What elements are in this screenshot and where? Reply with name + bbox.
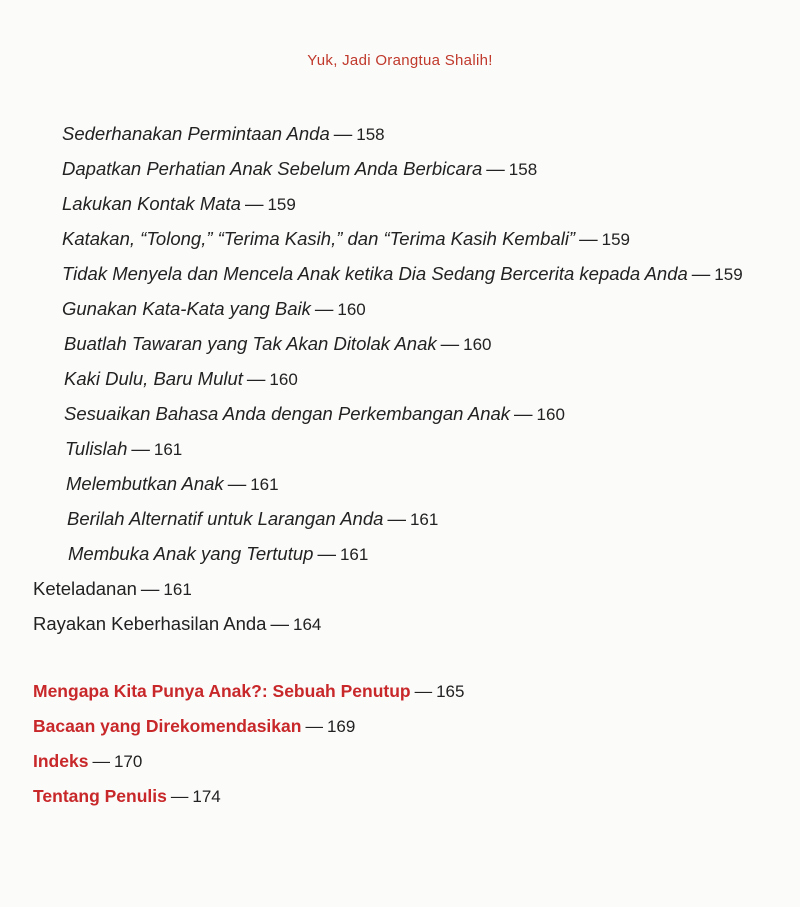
toc-entry-title: Bacaan yang Direkomendasikan [33,716,302,736]
toc-leader-dash: — [246,368,266,389]
toc-leader-dash: — [270,613,289,634]
toc-entry [62,123,385,146]
toc-leader-dash: — [333,123,353,144]
toc-entry-title: Keteladanan [33,578,137,599]
toc-leader-dash: — [387,508,406,529]
toc-entry [64,333,492,356]
toc-page-number: 169 [326,717,356,736]
toc-page-number: 158 [356,125,385,144]
toc-page-number: 164 [292,615,322,634]
toc-entry [33,715,355,738]
toc-entry [64,368,298,391]
toc-entry [33,680,464,703]
toc-leader-dash: — [486,158,505,179]
toc-page-number: 159 [601,230,630,249]
toc-page-number: 161 [339,545,369,564]
toc-leader-dash: — [317,543,336,564]
toc-leader-dash: — [140,578,160,599]
toc-page-number: 161 [409,510,439,529]
toc-entry [67,508,438,531]
toc-entry-title: Tidak Menyela dan Mencela Anak ketika Dia Sedang Bercerita kepada Anda [62,263,688,284]
toc-entry [68,543,368,566]
toc-page-number: 165 [436,682,465,701]
toc-entry-title: Kaki Dulu, Baru Mulut [64,368,243,389]
toc-leader-dash: — [579,228,598,249]
toc-entry-title: Gunakan Kata-Kata yang Baik [62,298,311,319]
running-header: Yuk, Jadi Orangtua Shalih! [307,52,493,69]
toc-entry-title: Tulislah [65,438,128,459]
toc-entry-title: Membuka Anak yang Tertutup [68,543,314,564]
toc-page-number: 158 [508,160,538,179]
toc-entry-title: Indeks [33,751,89,771]
toc-entry [62,158,537,181]
toc-entry-title: Mengapa Kita Punya Anak?: Sebuah Penutup [33,681,411,701]
toc-page-number: 160 [536,405,565,424]
toc-page-number: 161 [153,440,183,459]
toc-entry-title: Sesuaikan Bahasa Anda dengan Perkembangan Anak [64,403,511,424]
toc-entry-title: Lakukan Kontak Mata [62,193,241,214]
toc-page-number: 174 [192,787,221,806]
toc-page-number: 159 [267,195,296,214]
toc-page-number: 159 [714,265,743,284]
toc-leader-dash: — [305,716,323,736]
toc-leader-dash: — [244,193,264,214]
toc-leader-dash: — [131,438,150,459]
toc-page-number: 160 [463,335,492,354]
toc-entry [33,578,192,601]
toc-leader-dash: — [170,786,189,806]
toc-entry [62,298,366,321]
toc-entry [33,750,142,773]
toc-leader-dash: — [227,473,247,494]
toc-leader-dash: — [691,263,711,284]
toc-leader-dash: — [92,751,110,771]
toc-entry [66,473,279,496]
toc-entry-title: Melembutkan Anak [66,473,224,494]
toc-page-number: 160 [269,370,298,389]
toc-page-number: 161 [163,580,192,599]
toc-entry [62,193,296,216]
toc-entry [62,263,743,286]
toc-entry-title: Berilah Alternatif untuk Larangan Anda [67,508,384,529]
toc-entry [33,613,321,636]
toc-leader-dash: — [440,333,460,354]
toc-entry-title: Dapatkan Perhatian Anak Sebelum Anda Berbicara [62,158,483,179]
toc-entry [65,438,182,461]
toc-entry-title: Katakan, “Tolong,” “Terima Kasih,” dan “Terima Kasih Kembali” [62,228,576,249]
toc-leader-dash: — [414,681,433,701]
toc-entry [33,785,221,808]
toc-page-number: 161 [250,475,279,494]
toc-entry [64,403,565,426]
toc-entry-title: Tentang Penulis [33,786,167,806]
toc-page-number: 160 [337,300,366,319]
toc-leader-dash: — [514,403,533,424]
toc-leader-dash: — [314,298,334,319]
toc-entry-title: Sederhanakan Permintaan Anda [62,123,330,144]
toc-page-number: 170 [113,752,143,771]
toc-entry [62,228,630,251]
toc-entry-title: Buatlah Tawaran yang Tak Akan Ditolak Anak [64,333,437,354]
toc-entry-title: Rayakan Keberhasilan Anda [33,613,267,634]
